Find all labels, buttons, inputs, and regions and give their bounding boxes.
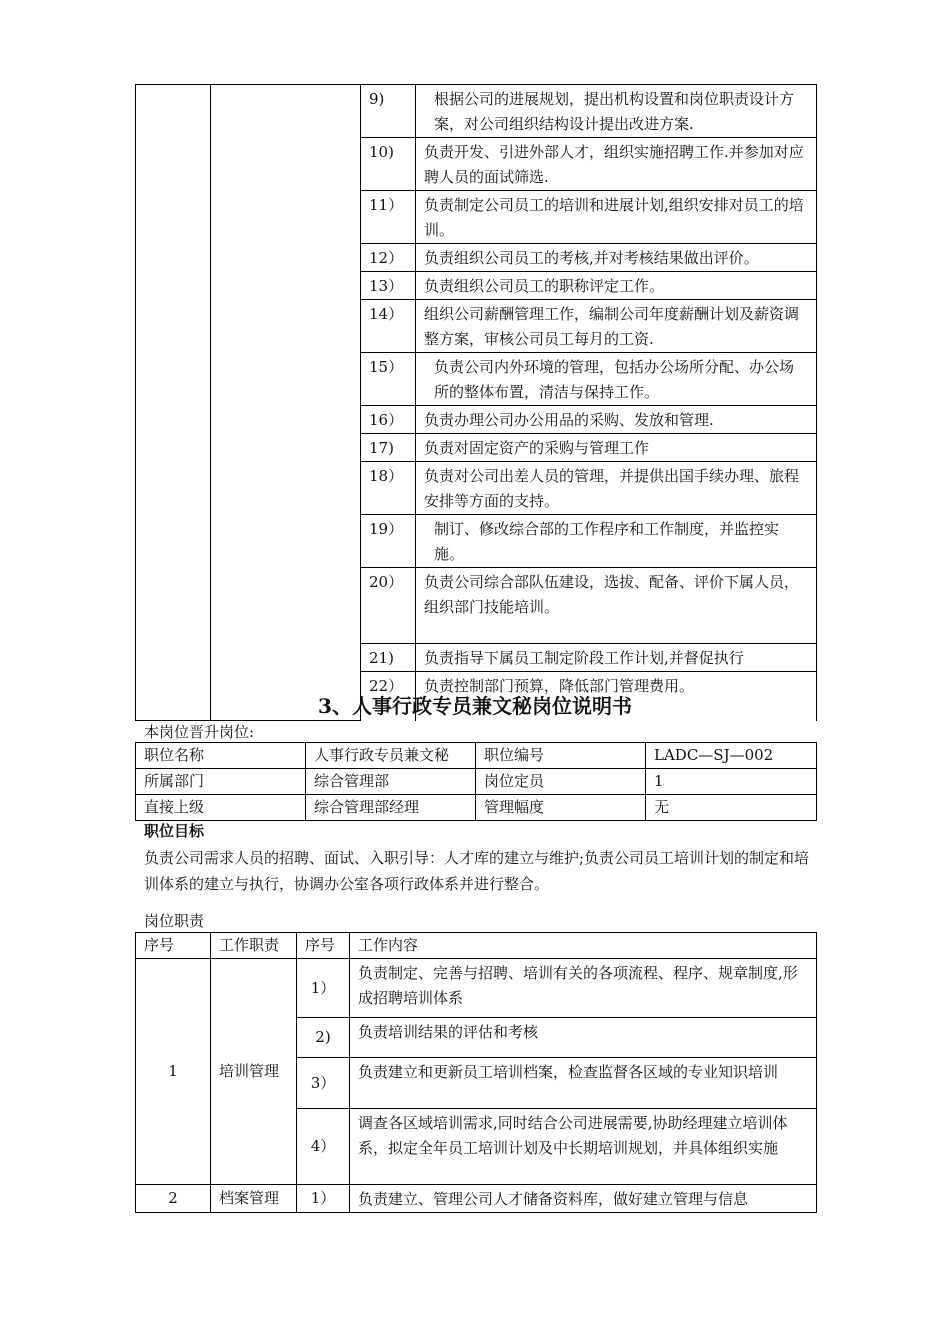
item-content: 调查各区域培训需求,同时结合公司进展需要,协助经理建立培训体系，拟定全年员工培训计划及中长期培训规划，并具体组织实施 <box>350 1109 817 1185</box>
item-content: 负责开发、引进外部人才，组织实施招聘工作.并参加对应聘人员的面试筛选. <box>416 138 817 191</box>
info-value: 无 <box>646 795 817 821</box>
item-content: 负责办理公司办公用品的采购、发放和管理. <box>416 406 817 434</box>
info-label: 直接上级 <box>136 795 306 821</box>
info-label: 管理幅度 <box>476 795 646 821</box>
header-sub-seq: 序号 <box>297 933 350 959</box>
item-number: 14） <box>361 300 416 353</box>
header-duty: 工作职责 <box>211 933 297 959</box>
goal-text: 负责公司需求人员的招聘、面试、入职引导：人才库的建立与维护;负责公司员工培训计划的制定和培训体系的建立与执行，协调办公室各项行政体系并进行整合。 <box>144 849 810 893</box>
item-number: 3） <box>297 1058 350 1109</box>
item-content: 负责制定公司员工的培训和进展计划,组织安排对员工的培训。 <box>416 191 817 244</box>
duty-table <box>135 932 817 1213</box>
item-number: 16） <box>361 406 416 434</box>
item-number: 10) <box>361 138 416 191</box>
info-value: 综合管理部 <box>306 769 476 795</box>
duty-cell-empty <box>211 85 361 721</box>
group-seq: 2 <box>136 1185 211 1213</box>
info-value: 1 <box>646 769 817 795</box>
seq-cell-empty <box>136 85 211 721</box>
header-seq: 序号 <box>136 933 211 959</box>
header-content: 工作内容 <box>350 933 817 959</box>
position-info-table <box>135 742 817 821</box>
item-number: 15） <box>361 353 416 406</box>
item-content: 负责对公司出差人员的管理，并提供出国手续办理、旅程安排等方面的支持。 <box>416 462 817 515</box>
promotion-label: 本岗位晋升岗位: <box>144 723 255 741</box>
item-content: 组织公司薪酬管理工作，编制公司年度薪酬计划及薪资调整方案，审核公司员工每月的工资. <box>416 300 817 353</box>
item-content: 负责建立和更新员工培训档案，检查监督各区域的专业知识培训 <box>350 1058 817 1109</box>
item-content: 负责指导下属员工制定阶段工作计划,并督促执行 <box>416 644 817 672</box>
item-number: 2) <box>297 1018 350 1058</box>
item-number: 21) <box>361 644 416 672</box>
item-number: 18） <box>361 462 416 515</box>
item-number: 9) <box>361 85 416 138</box>
item-number: 4） <box>297 1109 350 1185</box>
info-value: LADC—SJ—002 <box>646 743 817 769</box>
group-duty: 培训管理 <box>211 959 297 1185</box>
group-seq: 1 <box>136 959 211 1185</box>
info-label: 岗位定员 <box>476 769 646 795</box>
item-number: 19） <box>361 515 416 568</box>
info-label: 职位编号 <box>476 743 646 769</box>
item-content: 负责培训结果的评估和考核 <box>350 1018 817 1058</box>
item-number: 12） <box>361 244 416 272</box>
item-content: 制订、修改综合部的工作程序和工作制度，并监控实施。 <box>416 515 817 568</box>
info-value: 人事行政专员兼文秘 <box>306 743 476 769</box>
goal-heading: 职位目标 <box>144 822 205 840</box>
item-content: 根据公司的进展规划，提出机构设置和岗位职责设计方案，对公司组织结构设计提出改进方案. <box>416 85 817 138</box>
info-label: 所属部门 <box>136 769 306 795</box>
item-number: 17) <box>361 434 416 462</box>
item-content: 负责组织公司员工的职称评定工作。 <box>416 272 817 300</box>
duty-heading: 岗位职责 <box>144 912 205 930</box>
item-number: 13） <box>361 272 416 300</box>
duties-continuation-table <box>135 84 817 721</box>
group-duty: 档案管理 <box>211 1185 297 1213</box>
item-content: 负责制定、完善与招聘、培训有关的各项流程、程序、规章制度,形成招聘培训体系 <box>350 959 817 1018</box>
item-content: 负责公司综合部队伍建设，选拔、配备、评价下属人员，组织部门技能培训。 <box>416 568 817 644</box>
item-number: 11） <box>361 191 416 244</box>
item-number: 20） <box>361 568 416 644</box>
item-number: 1） <box>297 1185 350 1213</box>
item-content: 负责公司内外环境的管理，包括办公场所分配、办公场所的整体布置，清洁与保持工作。 <box>416 353 817 406</box>
item-content: 负责建立、管理公司人才储备资料库，做好建立管理与信息 <box>350 1185 817 1213</box>
item-content: 负责对固定资产的采购与管理工作 <box>416 434 817 462</box>
info-label: 职位名称 <box>136 743 306 769</box>
item-content: 负责组织公司员工的考核,并对考核结果做出评价。 <box>416 244 817 272</box>
section-title: 3、人事行政专员兼文秘岗位说明书 <box>318 694 632 718</box>
item-content: 负责控制部门预算，降低部门管理费用。 <box>416 672 817 721</box>
item-number: 22） <box>361 672 416 721</box>
item-number: 1） <box>297 959 350 1018</box>
info-value: 综合管理部经理 <box>306 795 476 821</box>
